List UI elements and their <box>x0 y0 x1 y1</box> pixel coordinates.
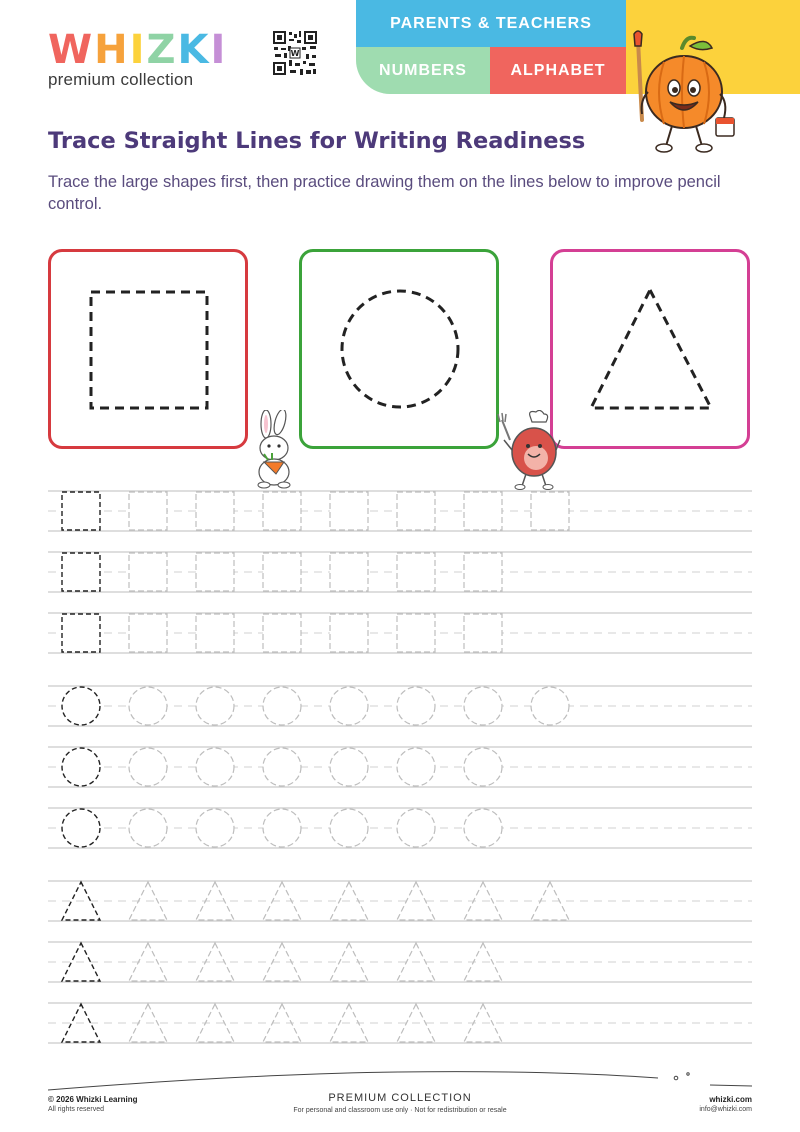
copyright-text: © 2026 Whizki Learning <box>48 1095 138 1104</box>
practice-row[interactable] <box>48 881 752 921</box>
trace-circle <box>129 748 167 786</box>
square-trace-card[interactable] <box>48 249 248 449</box>
trace-square <box>464 614 502 652</box>
trace-square <box>464 492 502 530</box>
trace-circle <box>397 748 435 786</box>
website-link[interactable]: whizki.com <box>709 1095 752 1104</box>
footer-collection <box>250 1092 550 1114</box>
trace-triangle <box>263 882 301 920</box>
brand-letter: I <box>210 27 228 73</box>
nav-numbers[interactable] <box>356 47 490 94</box>
trace-triangle <box>196 1004 234 1042</box>
trace-triangle <box>397 882 435 920</box>
nav-alphabet[interactable] <box>490 47 626 94</box>
trace-circle <box>330 809 368 847</box>
trace-circle <box>397 809 435 847</box>
trace-triangle <box>397 1004 435 1042</box>
trace-square <box>62 614 100 652</box>
large-dashed-square-icon <box>51 252 245 446</box>
top-navigation <box>356 0 626 94</box>
trace-circle <box>129 687 167 725</box>
trace-triangle <box>62 943 100 981</box>
footer-contact <box>699 1095 752 1113</box>
trace-circle <box>62 809 100 847</box>
trace-circle <box>196 687 234 725</box>
practice-row[interactable] <box>48 613 752 653</box>
trace-circle <box>330 748 368 786</box>
bunny-with-carrot-icon <box>246 410 302 490</box>
trace-square <box>531 492 569 530</box>
trace-square <box>129 492 167 530</box>
trace-circle <box>397 687 435 725</box>
large-dashed-triangle-icon <box>553 252 747 446</box>
trace-square <box>62 553 100 591</box>
footer-divider-stroke <box>48 1064 752 1094</box>
trace-triangle <box>129 882 167 920</box>
brand-logo[interactable] <box>48 27 228 90</box>
trace-square <box>263 614 301 652</box>
instructions-text: Trace the large shapes first, then practice drawing them on the lines below to improve pencil control. <box>48 173 721 213</box>
trace-circle <box>464 748 502 786</box>
collection-label: PREMIUM COLLECTION <box>328 1092 472 1104</box>
trace-square <box>330 492 368 530</box>
trace-triangle <box>330 1004 368 1042</box>
email-link[interactable]: info@whizki.com <box>699 1106 752 1113</box>
practice-row[interactable] <box>48 808 752 848</box>
practice-row[interactable] <box>48 1003 752 1043</box>
brand-wordmark <box>48 27 228 73</box>
triangle-trace-card[interactable] <box>550 249 750 449</box>
trace-circle <box>196 748 234 786</box>
trace-triangle <box>62 882 100 920</box>
trace-triangle <box>397 943 435 981</box>
trace-square <box>397 492 435 530</box>
brand-subtitle: premium collection <box>48 70 194 89</box>
trace-circle <box>129 809 167 847</box>
practice-row[interactable] <box>48 942 752 982</box>
qr-code-icon[interactable] <box>272 30 318 76</box>
practice-row[interactable] <box>48 686 752 726</box>
circle-trace-card[interactable] <box>299 249 499 449</box>
trace-triangle <box>464 1004 502 1042</box>
trace-triangle <box>531 882 569 920</box>
trace-square <box>330 553 368 591</box>
trace-triangle <box>263 943 301 981</box>
trace-circle <box>263 809 301 847</box>
nav-parents-teachers-label: PARENTS & TEACHERS <box>390 14 592 32</box>
chef-meat-character-icon <box>492 410 562 490</box>
trace-square <box>263 492 301 530</box>
trace-square <box>397 553 435 591</box>
trace-triangle <box>129 943 167 981</box>
rights-text: All rights reserved <box>48 1106 105 1113</box>
trace-triangle <box>196 882 234 920</box>
trace-square <box>464 553 502 591</box>
trace-circle <box>62 748 100 786</box>
nav-numbers-label: NUMBERS <box>379 61 467 79</box>
trace-triangle <box>263 1004 301 1042</box>
trace-triangle <box>464 943 502 981</box>
pumpkin-painter-mascot-icon <box>624 30 744 160</box>
brand-letter: K <box>177 27 211 73</box>
svg-text:W: W <box>290 49 300 58</box>
nav-parents-teachers[interactable] <box>356 0 626 47</box>
practice-row[interactable] <box>48 491 752 531</box>
brand-letter: I <box>129 27 147 73</box>
trace-square <box>196 492 234 530</box>
trace-triangle <box>330 882 368 920</box>
trace-triangle <box>129 1004 167 1042</box>
trace-triangle <box>464 882 502 920</box>
brand-letter: H <box>94 27 130 73</box>
trace-square <box>330 614 368 652</box>
trace-triangle <box>330 943 368 981</box>
large-dashed-circle-icon <box>302 252 496 446</box>
trace-square <box>129 553 167 591</box>
trace-square <box>196 553 234 591</box>
page-title: Trace Straight Lines for Writing Readiness <box>48 128 586 154</box>
trace-square <box>263 553 301 591</box>
trace-circle <box>464 687 502 725</box>
practice-row[interactable] <box>48 747 752 787</box>
trace-triangle <box>196 943 234 981</box>
trace-circle <box>531 687 569 725</box>
brand-letter: Z <box>146 27 178 73</box>
trace-circle <box>263 687 301 725</box>
trace-circle <box>464 809 502 847</box>
footer-copyright <box>48 1095 137 1113</box>
trace-square <box>129 614 167 652</box>
trace-square <box>196 614 234 652</box>
usage-note: For personal and classroom use only · Not for redistribution or resale <box>293 1107 507 1114</box>
trace-circle <box>62 687 100 725</box>
trace-circle <box>263 748 301 786</box>
trace-triangle <box>62 1004 100 1042</box>
brand-letter: W <box>48 27 95 73</box>
trace-square <box>397 614 435 652</box>
trace-circle <box>330 687 368 725</box>
trace-circle <box>196 809 234 847</box>
nav-alphabet-label: ALPHABET <box>510 61 606 79</box>
trace-square <box>62 492 100 530</box>
practice-row[interactable] <box>48 552 752 592</box>
